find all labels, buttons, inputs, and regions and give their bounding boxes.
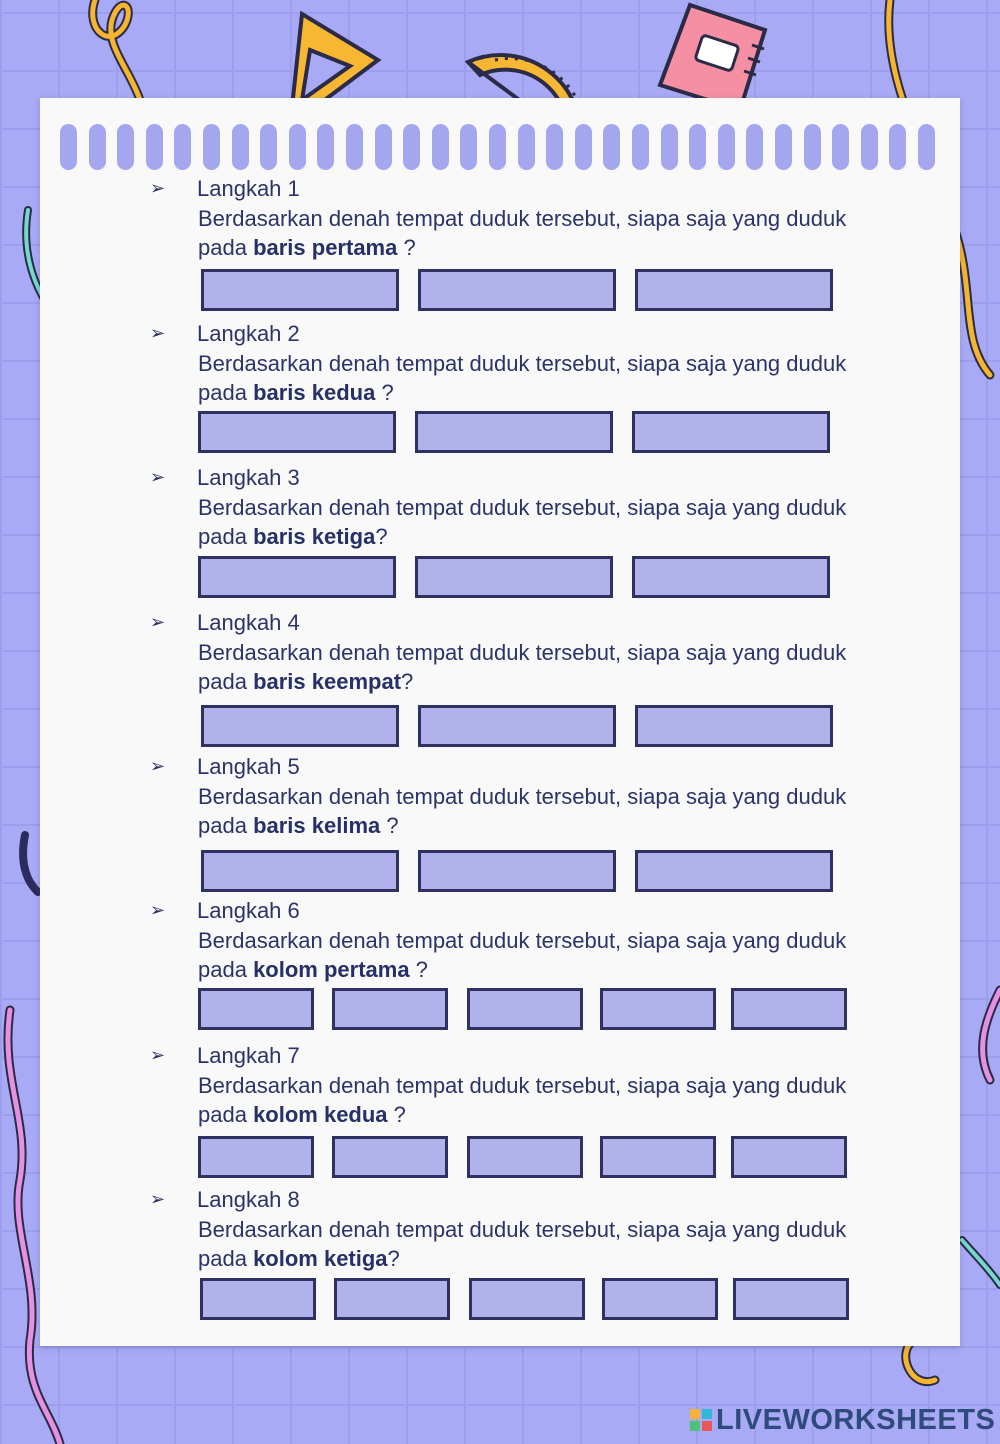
- answer-box[interactable]: [632, 411, 830, 453]
- answer-box[interactable]: [635, 705, 833, 747]
- answer-box[interactable]: [418, 850, 616, 892]
- question-text: Berdasarkan denah tempat duduk tersebut, siapa saja yang duduk pada: [198, 351, 847, 405]
- step-question: [198, 638, 878, 696]
- binder-hole: [775, 124, 792, 170]
- arrowhead-bullet-icon: ➢: [150, 1189, 166, 1209]
- question-text: Berdasarkan denah tempat duduk tersebut, siapa saja yang duduk pada: [198, 206, 847, 260]
- answer-box[interactable]: [600, 988, 716, 1030]
- answer-box[interactable]: [198, 556, 396, 598]
- binder-hole: [575, 124, 592, 170]
- binder-hole: [918, 124, 935, 170]
- question-keyword: kolom ketiga: [253, 1246, 388, 1271]
- question-text: Berdasarkan denah tempat duduk tersebut, siapa saja yang duduk pada: [198, 1073, 847, 1127]
- binder-hole: [346, 124, 363, 170]
- binder-hole: [632, 124, 649, 170]
- answer-box[interactable]: [201, 269, 399, 311]
- question-suffix: ?: [401, 669, 414, 694]
- question-keyword: baris pertama: [253, 235, 398, 260]
- step-question: [198, 782, 878, 840]
- answer-box[interactable]: [600, 1136, 716, 1178]
- binder-holes: [60, 124, 940, 172]
- arrowhead-bullet-icon: ➢: [150, 900, 166, 920]
- binder-hole: [117, 124, 134, 170]
- question-suffix: ?: [397, 235, 416, 260]
- binder-hole: [460, 124, 477, 170]
- binder-hole: [232, 124, 249, 170]
- step-question: [198, 926, 878, 984]
- question-suffix: ?: [387, 1246, 400, 1271]
- binder-hole: [804, 124, 821, 170]
- question-suffix: ?: [375, 524, 388, 549]
- answer-box[interactable]: [332, 988, 448, 1030]
- arrowhead-bullet-icon: ➢: [150, 323, 166, 343]
- answer-box[interactable]: [200, 1278, 316, 1320]
- binder-hole: [832, 124, 849, 170]
- arrowhead-bullet-icon: ➢: [150, 467, 166, 487]
- liveworksheets-logo: [690, 1402, 995, 1438]
- question-text: Berdasarkan denah tempat duduk tersebut, siapa saja yang duduk pada: [198, 784, 847, 838]
- answer-box[interactable]: [635, 850, 833, 892]
- step-question: [198, 1071, 878, 1129]
- arrowhead-bullet-icon: ➢: [150, 756, 166, 776]
- binder-hole: [889, 124, 906, 170]
- answer-box[interactable]: [731, 1136, 847, 1178]
- question-keyword: baris kelima: [253, 813, 381, 838]
- binder-hole: [603, 124, 620, 170]
- answer-box[interactable]: [332, 1136, 448, 1178]
- step-title: Langkah 5: [197, 754, 300, 779]
- question-keyword: baris ketiga: [253, 524, 376, 549]
- binder-hole: [60, 124, 77, 170]
- answer-box[interactable]: [632, 556, 830, 598]
- answer-box[interactable]: [198, 988, 314, 1030]
- step-title: Langkah 8: [197, 1187, 300, 1212]
- binder-hole: [89, 124, 106, 170]
- arrowhead-bullet-icon: ➢: [150, 178, 166, 198]
- answer-box[interactable]: [198, 411, 396, 453]
- binder-hole: [403, 124, 420, 170]
- binder-hole: [689, 124, 706, 170]
- binder-hole: [718, 124, 735, 170]
- question-suffix: ?: [380, 813, 399, 838]
- binder-hole: [375, 124, 392, 170]
- answer-box[interactable]: [334, 1278, 450, 1320]
- step-title: Langkah 3: [197, 465, 300, 490]
- binder-hole: [746, 124, 763, 170]
- binder-hole: [146, 124, 163, 170]
- answer-box[interactable]: [198, 1136, 314, 1178]
- step-title: Langkah 2: [197, 321, 300, 346]
- question-suffix: ?: [375, 380, 394, 405]
- step-title: Langkah 7: [197, 1043, 300, 1068]
- binder-hole: [661, 124, 678, 170]
- question-keyword: kolom kedua: [253, 1102, 388, 1127]
- binder-hole: [489, 124, 506, 170]
- answer-box[interactable]: [635, 269, 833, 311]
- notebook-icon: [660, 5, 765, 110]
- answer-box[interactable]: [418, 269, 616, 311]
- question-text: Berdasarkan denah tempat duduk tersebut, siapa saja yang duduk pada: [198, 495, 847, 549]
- binder-hole: [174, 124, 191, 170]
- answer-box[interactable]: [415, 411, 613, 453]
- question-keyword: baris kedua: [253, 380, 376, 405]
- question-text: Berdasarkan denah tempat duduk tersebut, siapa saja yang duduk pada: [198, 1217, 847, 1271]
- step-title: Langkah 1: [197, 176, 300, 201]
- step-question: [198, 1215, 878, 1273]
- step-title: Langkah 6: [197, 898, 300, 923]
- question-suffix: ?: [387, 1102, 406, 1127]
- answer-box[interactable]: [467, 988, 583, 1030]
- answer-box[interactable]: [602, 1278, 718, 1320]
- binder-hole: [203, 124, 220, 170]
- step-title: Langkah 4: [197, 610, 300, 635]
- question-keyword: kolom pertama: [253, 957, 410, 982]
- question-suffix: ?: [409, 957, 428, 982]
- arrowhead-bullet-icon: ➢: [150, 612, 166, 632]
- answer-box[interactable]: [733, 1278, 849, 1320]
- answer-box[interactable]: [469, 1278, 585, 1320]
- answer-box[interactable]: [418, 705, 616, 747]
- question-keyword: baris keempat: [253, 669, 402, 694]
- binder-hole: [317, 124, 334, 170]
- binder-hole: [861, 124, 878, 170]
- binder-hole: [432, 124, 449, 170]
- binder-hole: [546, 124, 563, 170]
- logo-grid-icon: [690, 1409, 712, 1431]
- step-question: [198, 493, 878, 551]
- arrowhead-bullet-icon: ➢: [150, 1045, 166, 1065]
- answer-box[interactable]: [467, 1136, 583, 1178]
- answer-box[interactable]: [415, 556, 613, 598]
- question-text: Berdasarkan denah tempat duduk tersebut, siapa saja yang duduk pada: [198, 640, 847, 694]
- answer-box[interactable]: [201, 705, 399, 747]
- logo-text: LIVEWORKSHEETS: [716, 1403, 996, 1436]
- step-question: [198, 204, 878, 262]
- binder-hole: [260, 124, 277, 170]
- answer-box[interactable]: [201, 850, 399, 892]
- binder-hole: [518, 124, 535, 170]
- binder-hole: [289, 124, 306, 170]
- step-question: [198, 349, 878, 407]
- answer-box[interactable]: [731, 988, 847, 1030]
- question-text: Berdasarkan denah tempat duduk tersebut, siapa saja yang duduk pada: [198, 928, 847, 982]
